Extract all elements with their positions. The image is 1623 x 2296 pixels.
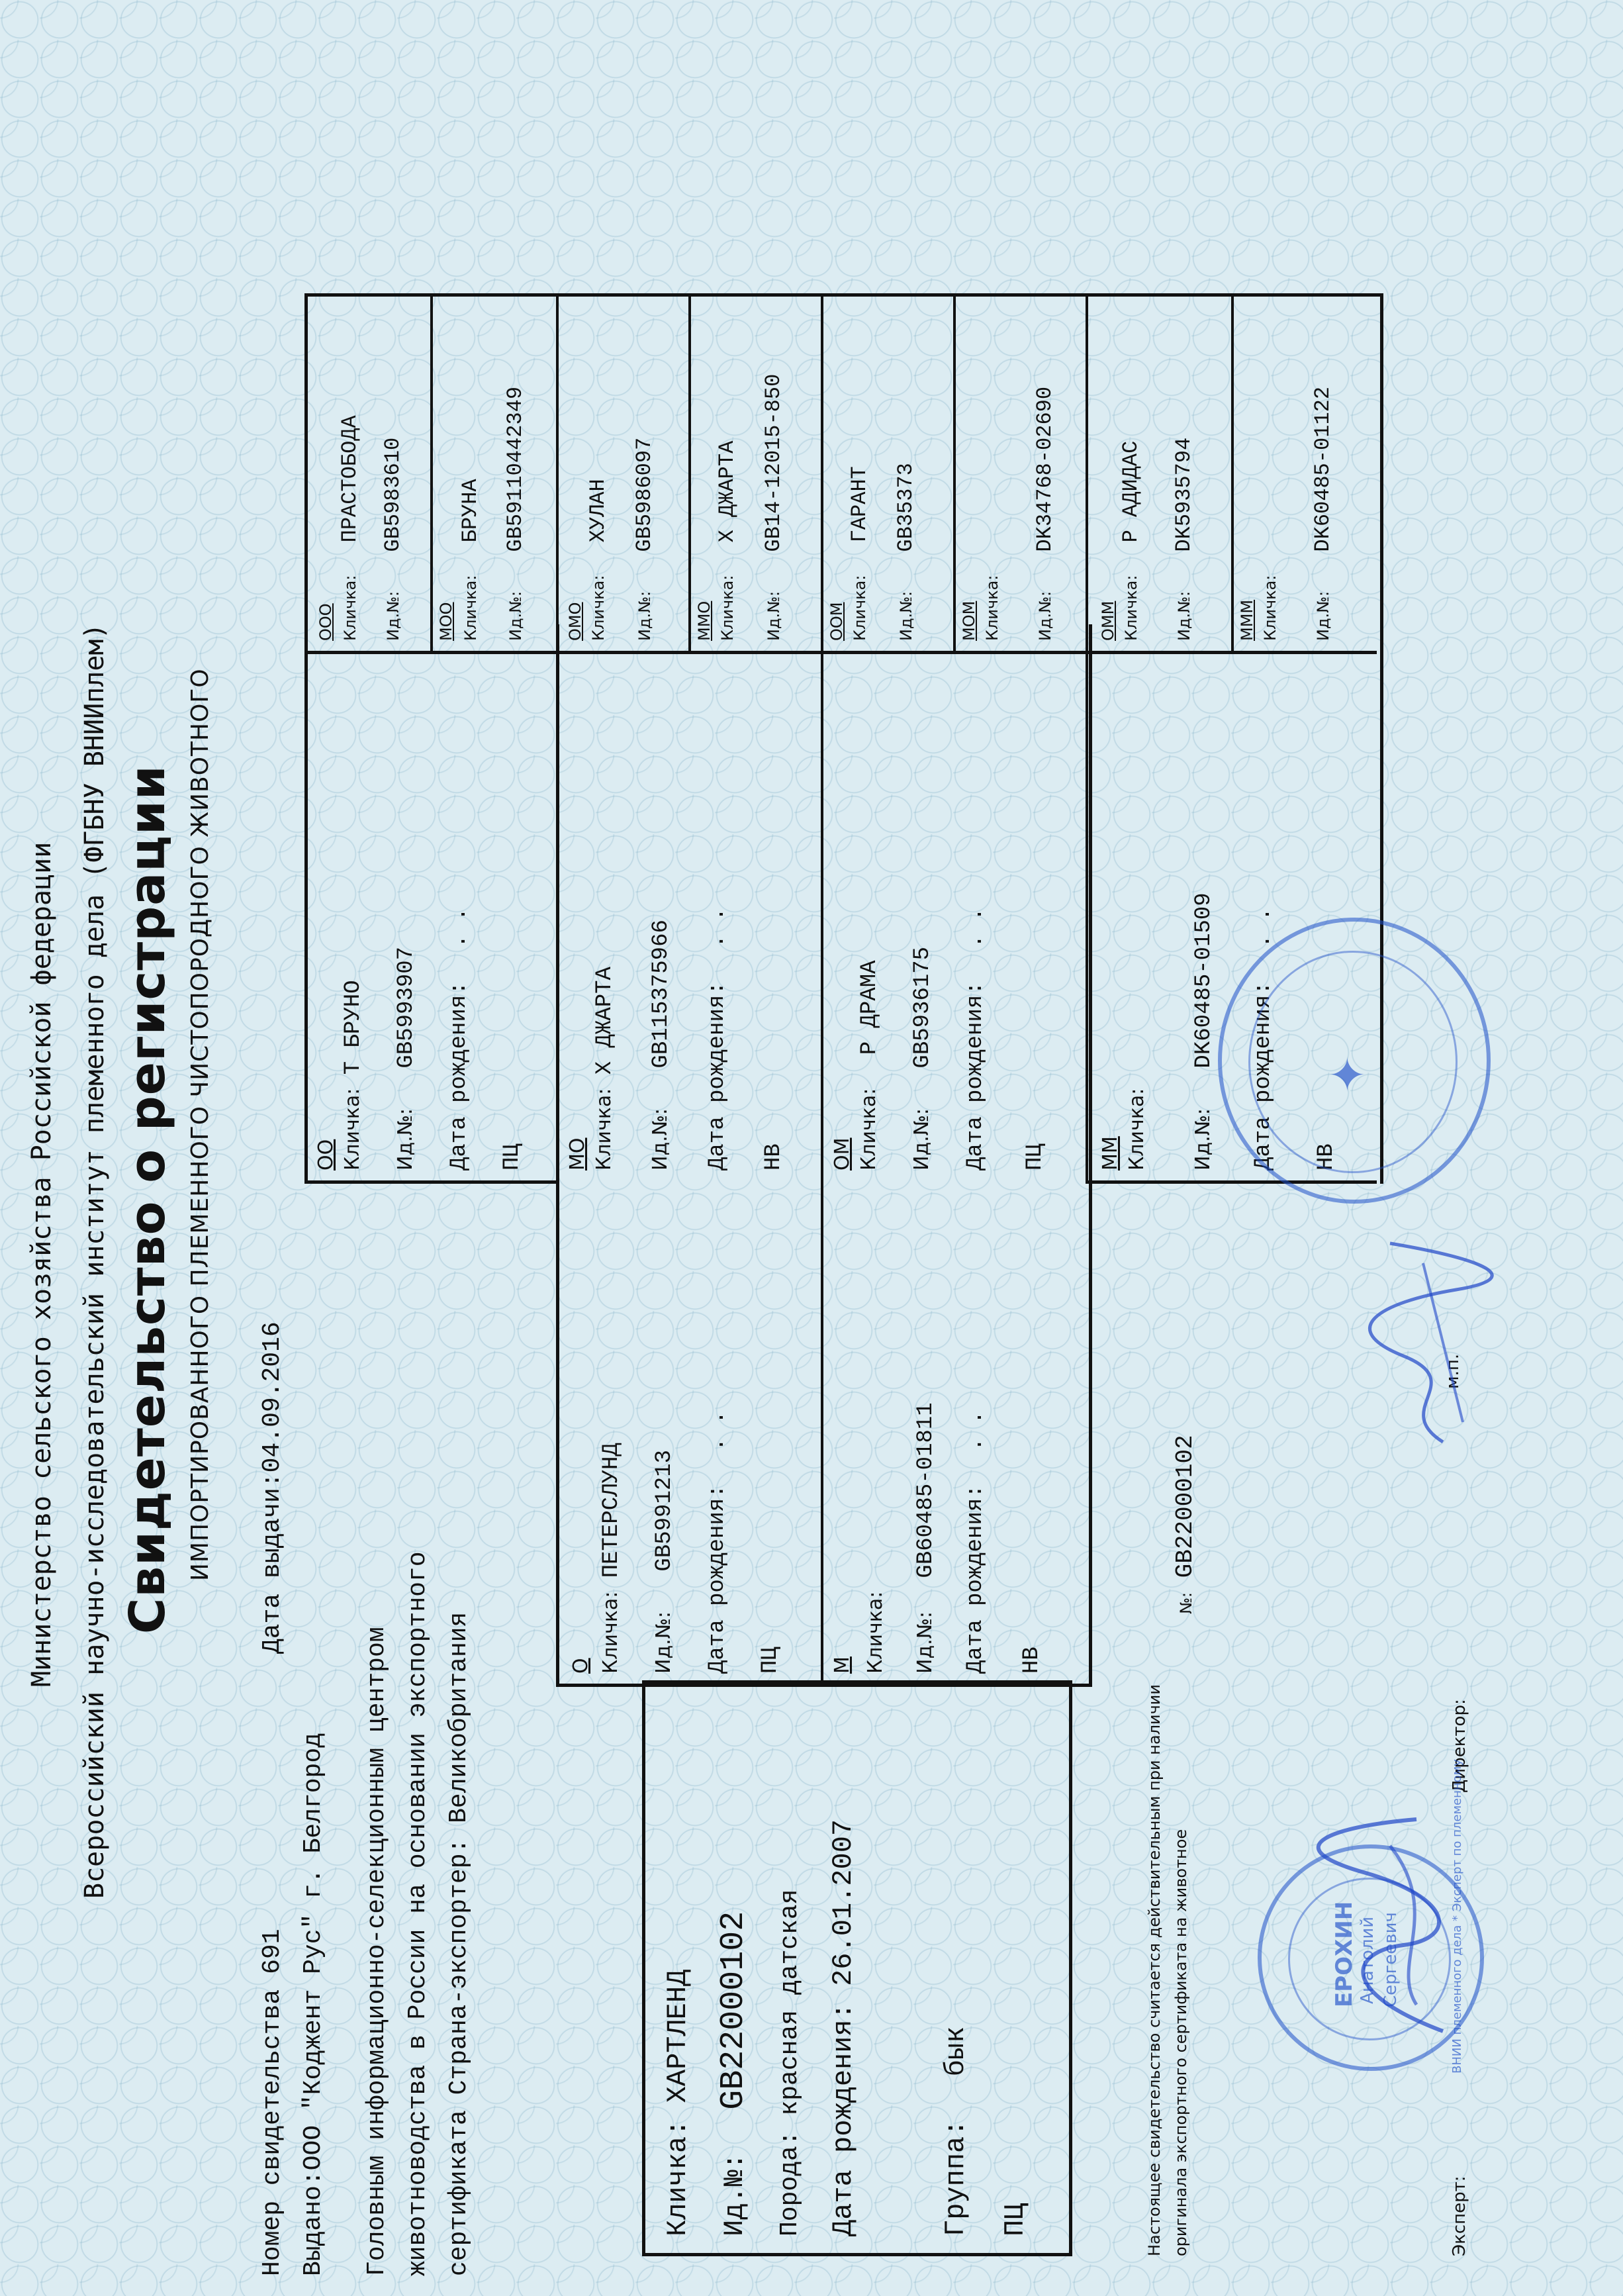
gen2-divider-3 — [1086, 297, 1088, 1184]
oo-name-label: Кличка: — [341, 1088, 364, 1171]
ooo-name-label: Кличка: — [341, 575, 359, 641]
moo-id — [503, 387, 528, 641]
mmo-name-value: Х ДЖАРТА — [715, 440, 739, 543]
omo-code: ОМО — [566, 602, 584, 641]
omo-name-value: ХУЛАН — [586, 479, 610, 543]
animal-id — [715, 1911, 753, 2236]
validity-line-1: Настоящее свидетельство считается действительным при наличии — [1145, 1684, 1164, 2256]
oo-id — [394, 947, 419, 1171]
moo-id-label: Ид.№: — [506, 591, 525, 641]
omo-name-label: Кличка: — [589, 575, 608, 641]
animal-name-label: Кличка: — [662, 2119, 694, 2236]
gen3-divider-1 — [430, 297, 433, 654]
animal-pc: ПЦ — [999, 2203, 1031, 2236]
om-code: ОМ — [831, 1137, 854, 1171]
ooo-id — [381, 438, 405, 641]
moo-code: МОО — [437, 602, 455, 641]
sire-name-value: ПЕТЕРСЛУНД — [599, 1443, 624, 1578]
certificate-number-value: 691 — [258, 1929, 287, 1974]
mm-id-value: DK60485-01509 — [1191, 892, 1217, 1069]
oom-name-label: Кличка: — [851, 575, 869, 641]
dam-id-label: Ид.№: — [913, 1611, 937, 1674]
mo-name-label: Кличка: — [592, 1088, 616, 1171]
mm-birth-label: Дата рождения: — [1251, 981, 1276, 1171]
om-id-label: Ид.№: — [910, 1108, 933, 1171]
mo-id-value: GB115375966 — [649, 920, 674, 1069]
certificate-number-label: Номер свидетельства — [258, 1989, 287, 2276]
gen-separator — [304, 651, 1377, 654]
expert-stamp-name-1: ЕРОХИН — [1331, 1901, 1358, 2007]
oo-birth — [447, 908, 472, 1171]
om-id-value: GB5936175 — [910, 946, 935, 1069]
sire-id-label: Ид.№: — [652, 1611, 675, 1674]
mmm-code: МММ — [1238, 599, 1256, 641]
oo-id-label: Ид.№: — [394, 1108, 417, 1171]
om-name — [857, 960, 882, 1171]
ooo-name — [338, 415, 362, 641]
oom-id-value: GB35373 — [894, 463, 918, 552]
expert-signature — [1364, 1237, 1496, 1449]
mo-birth — [705, 908, 730, 1171]
omm-id — [1172, 438, 1196, 641]
mo-name-value: Х ДЖАРТА — [592, 967, 618, 1075]
oo-birth-dots: . . — [447, 907, 472, 948]
gen2-divider-1 — [556, 297, 559, 1184]
mmm-id — [1311, 387, 1335, 641]
document-subtitle: ИМПОРТИРОВАННОГО ПЛЕМЕННОГО ЧИСТОПОРОДНОГО ЖИВОТНОГО — [187, 668, 214, 1581]
oo-name-value: Т БРУНО — [341, 980, 366, 1075]
director-signature — [1311, 1806, 1483, 2044]
mm-code: ММ — [1099, 1136, 1122, 1171]
moo-name-label: Кличка: — [461, 575, 480, 641]
gen3-divider-4 — [1231, 297, 1234, 654]
oo-code: ОО — [314, 1139, 338, 1171]
sire-code: О — [569, 1658, 592, 1674]
om-id — [910, 947, 935, 1171]
mm-id-label: Ид.№: — [1191, 1108, 1215, 1171]
mom-code: МОМ — [960, 600, 978, 641]
gen2-left-border-top — [304, 1180, 556, 1184]
moo-name-value: БРУНА — [458, 479, 483, 543]
moo-id-value: GB5911044234‌9 — [503, 386, 528, 552]
mmo-name-label: Кличка: — [718, 575, 737, 641]
document-title: Свидетельство о регистрации — [119, 765, 176, 1634]
expert-stamp-ring-text: ВНИИ племенного дела * Эксперт по племенному — [1450, 1759, 1464, 2074]
footer-cert-no-value: GB22000102 — [1172, 1435, 1199, 1578]
omm-name-label: Кличка: — [1122, 575, 1140, 641]
animal-name — [662, 1970, 694, 2236]
animal-group-label: Группа: — [940, 2119, 972, 2236]
issue-date-value: 04.09.2016 — [258, 1321, 287, 1473]
oom-id-label: Ид.№: — [897, 591, 915, 641]
omm-name — [1119, 441, 1143, 641]
mmo-name — [715, 441, 739, 641]
animal-id-label: Ид.№: — [719, 2152, 751, 2236]
center-line-3: сертификата Страна-экспортер: Великобритания — [445, 1611, 473, 2276]
mo-name — [592, 967, 618, 1171]
animal-name-value: ХАРТЛЕНД — [662, 1969, 694, 2103]
mp-label: м.п. — [1443, 1353, 1463, 1389]
oom-code: ООМ — [827, 602, 846, 641]
sire-id-value: GB5991213 — [652, 1449, 677, 1572]
omm-name-value: Р АДИДАС — [1119, 440, 1143, 543]
mo-birth-label: Дата рождения: — [705, 981, 730, 1171]
issued-to-value: ООО "Коджент Рус" г. Белгород — [299, 1733, 328, 2171]
animal-group — [940, 2027, 972, 2236]
omo-id-value: GB5986097 — [632, 437, 657, 552]
mo-id — [649, 920, 674, 1171]
omm-id-value: DK5935794 — [1172, 437, 1196, 552]
oo-name — [341, 980, 366, 1171]
omm-code: ОММ — [1099, 600, 1117, 641]
official-round-stamp — [1218, 918, 1491, 1204]
dam-birth — [963, 1411, 988, 1674]
mom-name — [980, 575, 1004, 641]
issue-date-label: Дата выдачи: — [258, 1472, 287, 1654]
mmo-id-label: Ид.№: — [765, 591, 783, 641]
sire-birth-dots: . . — [705, 1410, 730, 1451]
omm-id-label: Ид.№: — [1175, 591, 1193, 641]
ministry-line: Министерство сельского хозяйства Российской федерации — [26, 841, 57, 1687]
sire-pc: ПЦ — [758, 1647, 783, 1674]
expert-stamp-name-3: Сергеевич — [1381, 1912, 1401, 2007]
mmm-id-label: Ид.№: — [1314, 591, 1332, 641]
dam-code: М — [831, 1656, 854, 1674]
mo-nv: НВ — [761, 1143, 786, 1171]
eagle-emblem-icon: ✦ — [1321, 1055, 1375, 1094]
mo-birth-dots: . . — [705, 907, 730, 948]
animal-breed-value: красная датская — [776, 1889, 804, 2116]
mm-birth-dots: . . — [1251, 907, 1276, 948]
issued-to — [299, 1733, 328, 2276]
om-name-value: Р ДРАМА — [857, 960, 882, 1055]
dam-id — [913, 1402, 939, 1674]
omo-id-label: Ид.№: — [635, 591, 654, 641]
center-line-1: Головным информационно-селекционным центром — [363, 1627, 391, 2276]
om-birth — [963, 908, 988, 1171]
mom-id — [1033, 387, 1057, 641]
expert-stamp-name-2: Анатолий — [1358, 1916, 1377, 2004]
mom-id-value: DK34768-02690 — [1033, 386, 1057, 552]
mm-name — [1125, 1088, 1150, 1171]
ooo-name-value: ПРАСТОБОДА — [338, 415, 362, 543]
animal-group-value: бык — [940, 2026, 972, 2077]
center-line-2: животноводства в России на основании экспортного — [404, 1551, 432, 2276]
certificate-number — [258, 1929, 287, 2276]
oom-name-value: ГАРАНТ — [847, 466, 872, 543]
om-birth-dots: . . — [963, 907, 988, 948]
gen2-divider-2 — [821, 297, 823, 1184]
oo-id-value: GB5993907 — [394, 946, 419, 1069]
om-name-label: Кличка: — [857, 1088, 880, 1171]
ooo-id-value: GB5983610 — [381, 437, 405, 552]
mom-name-label: Кличка: — [983, 575, 1001, 641]
issued-to-label: Выдано: — [299, 2170, 328, 2276]
oo-pc: ПЦ — [500, 1143, 525, 1171]
mmo-code: ММО — [695, 600, 714, 641]
director-label: Директор: — [1450, 1699, 1469, 1793]
om-pc: ПЦ — [1023, 1143, 1048, 1171]
mo-id-label: Ид.№: — [649, 1108, 672, 1171]
mmo-id — [761, 374, 786, 641]
dam-name-label: Кличка: — [864, 1591, 887, 1674]
expert-label: Эксперт: — [1450, 2176, 1469, 2256]
oo-birth-label: Дата рождения: — [447, 981, 472, 1171]
om-birth-label: Дата рождения: — [963, 981, 988, 1171]
sire-name-label: Кличка: — [599, 1591, 622, 1674]
sire-birth — [705, 1411, 730, 1674]
sire-birth-label: Дата рождения: — [705, 1484, 730, 1674]
animal-birth — [827, 1819, 859, 2236]
dam-nv: НВ — [1019, 1647, 1044, 1674]
mm-nv: НВ — [1314, 1143, 1339, 1171]
mmm-id-value: DK60485-01122 — [1311, 386, 1335, 552]
ooo-id-label: Ид.№: — [384, 591, 402, 641]
mmm-name — [1258, 575, 1282, 641]
moo-name — [458, 479, 483, 641]
oom-id — [894, 463, 918, 641]
animal-birth-value: 26.01.2007 — [827, 1819, 859, 1986]
gen3-divider-3 — [953, 297, 956, 654]
omo-name — [586, 479, 610, 641]
sire-name — [599, 1443, 624, 1674]
gen3-divider-2 — [688, 297, 691, 654]
institute-line: Всероссийский научно-исследовательский институт племенного дела (ФГБНУ ВНИИплем) — [79, 623, 110, 1899]
animal-birth-label: Дата рождения: — [827, 2003, 859, 2236]
animal-breed — [776, 1889, 804, 2236]
issue-date — [258, 1321, 287, 1654]
dam-id-value: GB60485-01811 — [913, 1402, 939, 1578]
omo-id — [632, 438, 657, 641]
footer-cert-no — [1172, 1435, 1199, 1614]
footer-cert-no-label: №: — [1177, 1592, 1195, 1614]
dam-birth-dots: . . — [963, 1410, 988, 1451]
mmm-name-label: Кличка: — [1261, 575, 1279, 641]
animal-breed-label: Порода: — [776, 2130, 804, 2236]
oom-name — [847, 466, 872, 641]
validity-line-2: оригинала экспортного сертификата на животное — [1172, 1829, 1190, 2256]
mo-code: МО — [566, 1137, 589, 1171]
ooo-code: ООО — [316, 603, 335, 641]
animal-id-value: GB22000102 — [715, 1911, 753, 2110]
mom-id-label: Ид.№: — [1036, 591, 1054, 641]
dam-birth-label: Дата рождения: — [963, 1484, 988, 1674]
mm-id — [1191, 892, 1217, 1171]
sire-id — [652, 1450, 677, 1674]
mmo-id-value: GB14-12015-850 — [761, 373, 786, 552]
dam-name — [864, 1592, 889, 1674]
mm-name-label: Кличка: — [1125, 1088, 1148, 1171]
